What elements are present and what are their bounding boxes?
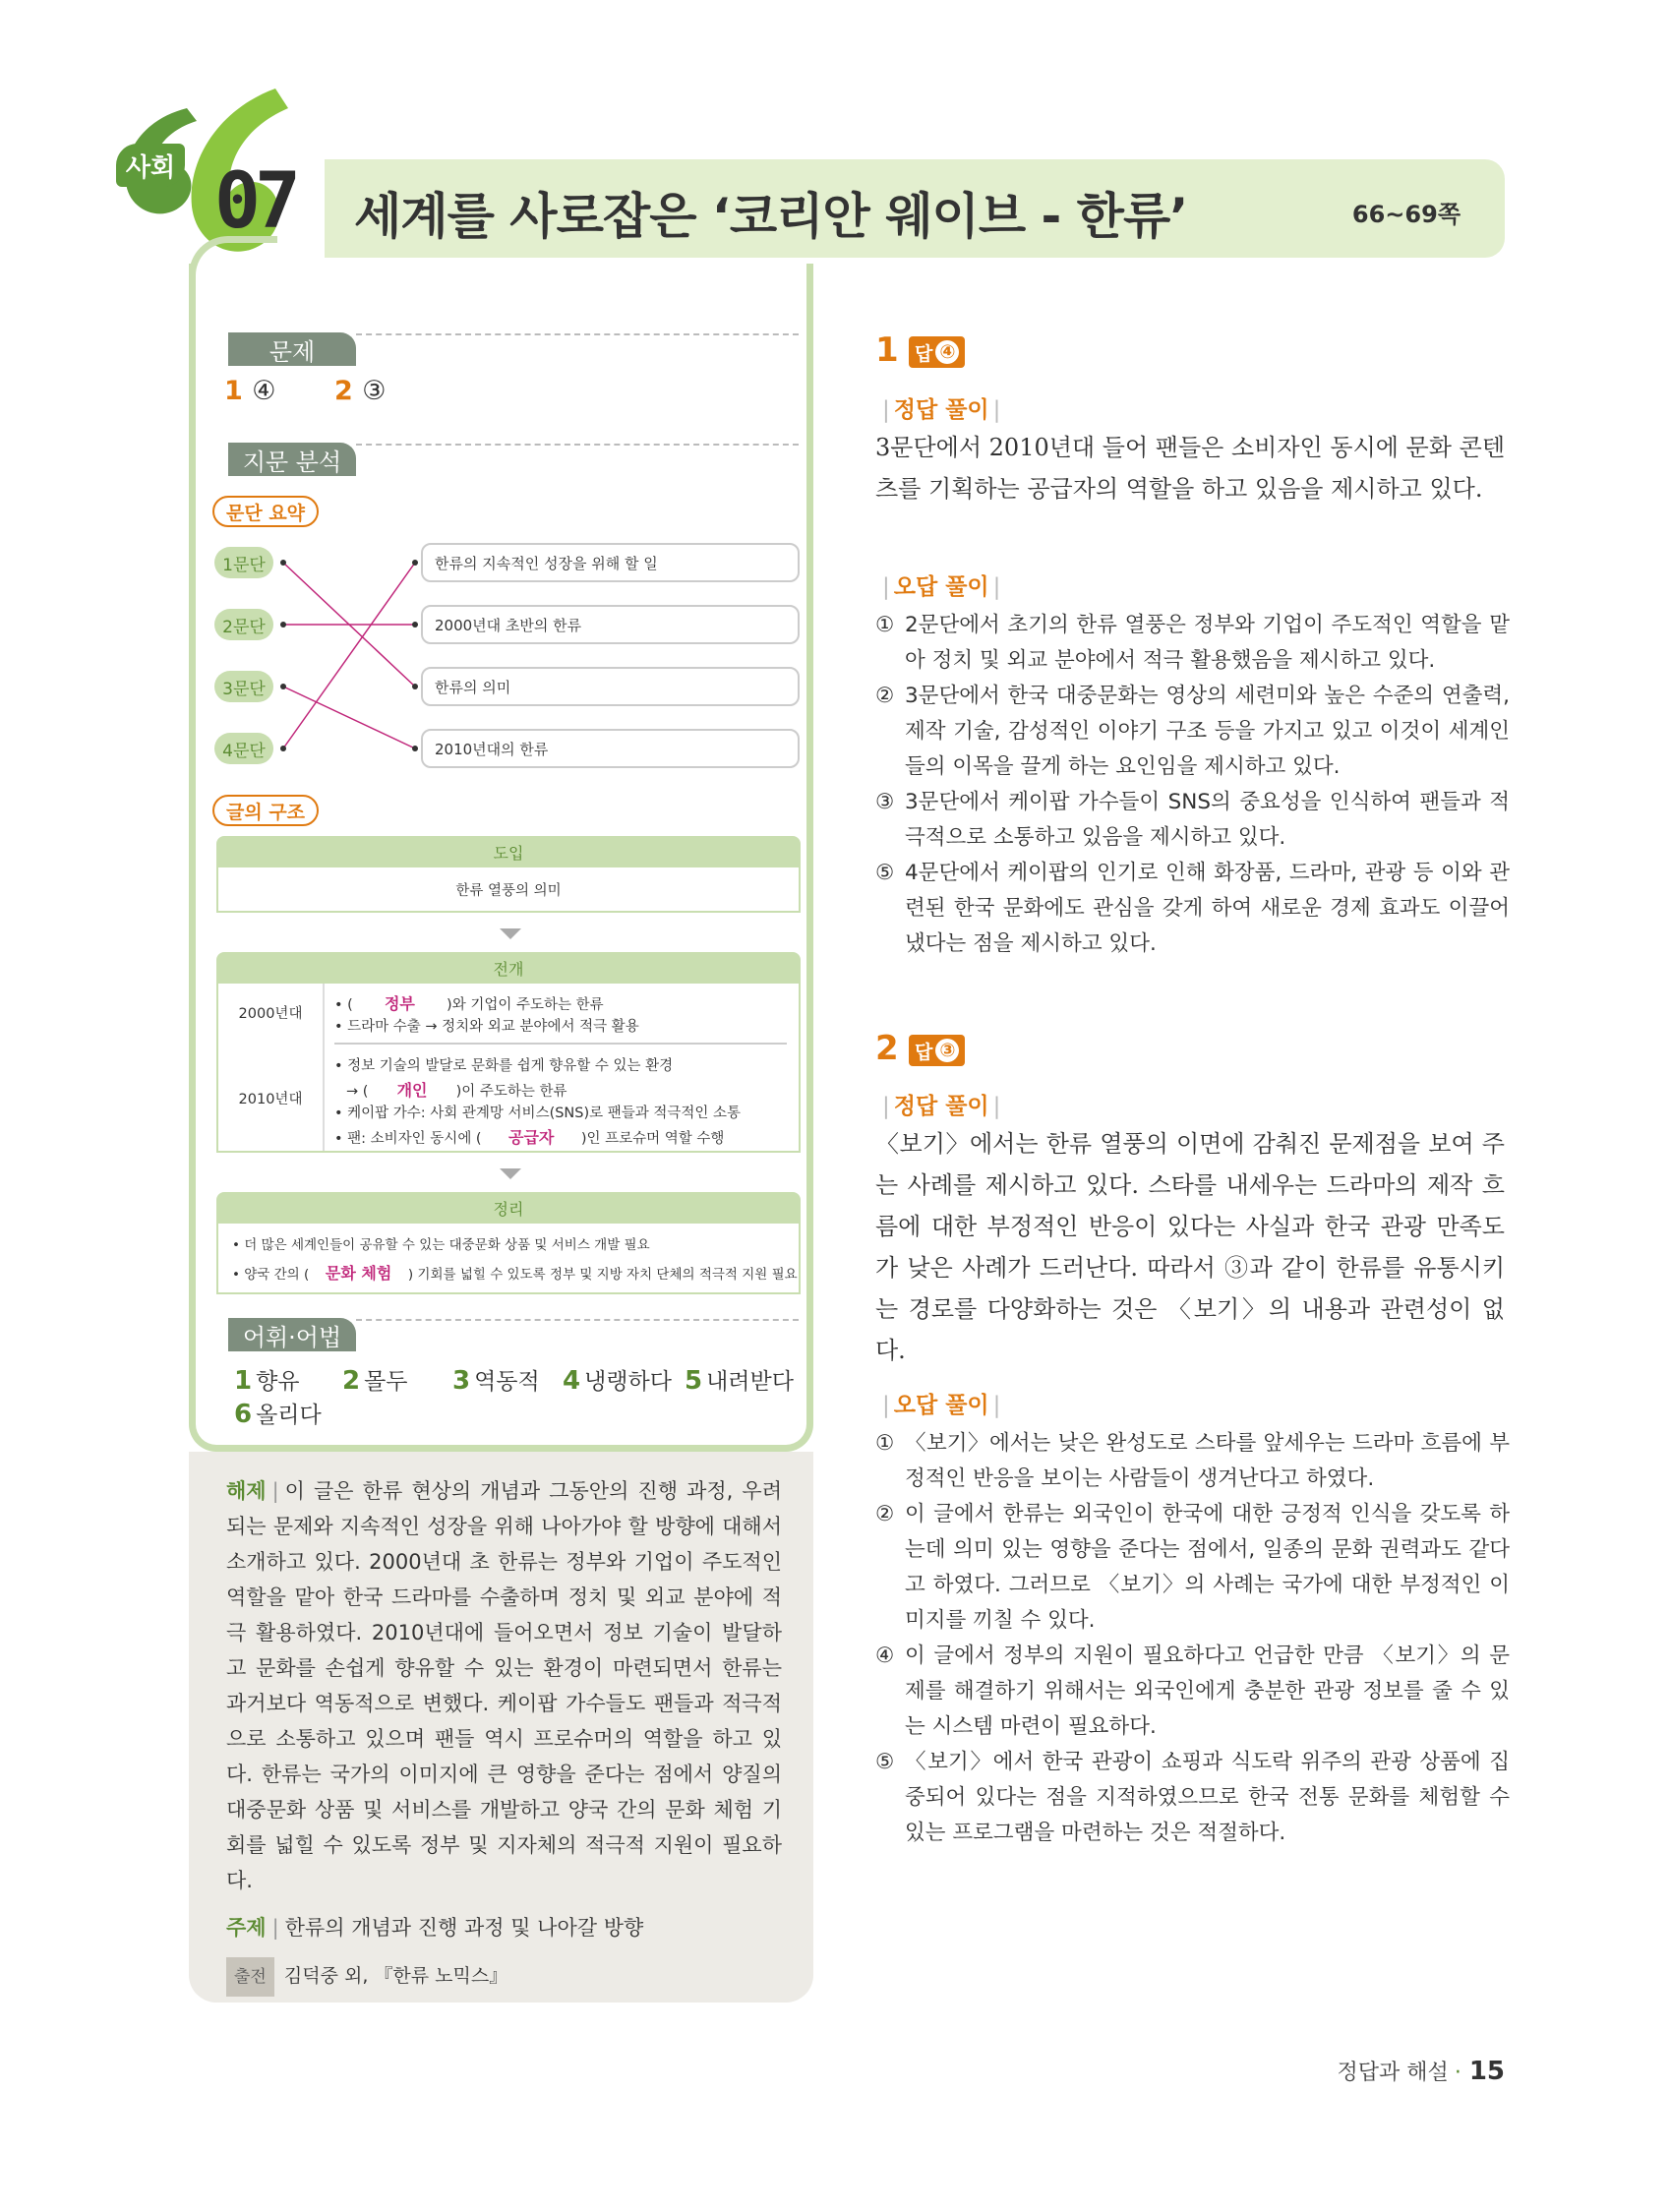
q2-number: 2: [875, 1029, 899, 1068]
q1-correct-text: 3문단에서 2010년대 들어 팬들은 소비자인 동시에 문화 콘텐츠를 기획하는 공급자의 역할을 하고 있음을 제시하고 있다.: [875, 434, 1505, 503]
page-footer: 정답과 해설 · 15: [1337, 2057, 1505, 2086]
dev-2010-line3: • 케이팝 가수: 사회 관계망 서비스(SNS)로 팬들과 적극적인 소통: [334, 1106, 742, 1121]
structure-pill: 글의 구조: [212, 795, 319, 826]
development-head: 전개: [216, 952, 801, 984]
dev-2000-line1: • ( 정부 )와 기업이 주도하는 한류: [334, 994, 604, 1013]
q1-option: ⑤ 4문단에서 케이팝의 인기로 인해 화장품, 드라마, 관광 등 이와 관련된 한국 문화에도 관심을 갖게 하여 새로운 경제 효과도 이끌어 냈다는 점을 제시하고 있다.: [875, 861, 1510, 956]
answer-1: 1 ④: [224, 376, 276, 406]
haeje-paragraph: 해제 | 이 글은 한류 현상의 개념과 그동안의 진행 과정, 우려되는 문제와 지속적인 성장을 위해 나아가야 할 방향에 대해서 소개하고 있다. 2000년대 초 한류는 정부와 기업이 주도적인 역할을 맡아 한국 드라마를 수출하며 정치 및 외교 분야에 적극 활용하였다. 2010년대에 들어오면서 정보 기술이 발달하고 문화를 손쉽게 향유할 수 있는 환경이 마련되면서 한류는 과거보다 역동적으로 변했다. 케이팝 가수들도 팬들과 적극적으로 소통하고 있으며 팬들 역시 프로슈머의 역할을 하고 있다. 한류는 국가의 이미지에 큰 영향을 준다는 점에서 양질의 대중문화 상품 및 서비스를 개발하고 양국 간의 문화 체험 기회를 넓힐 수 있도록 정부 및 지자체의 적극적 지원이 필요하다.: [226, 1479, 782, 1892]
q1-wrong-options: [875, 608, 1510, 962]
arrow-down-icon: [500, 928, 521, 939]
summary-connector-lines: [275, 541, 423, 767]
explanation-text: [226, 1473, 782, 1997]
intro-text: 한류 열풍의 의미: [455, 882, 562, 899]
wrapup-box: [216, 1224, 801, 1294]
q1-option: ② 3문단에서 한국 대중문화는 영상의 세련미와 높은 수준의 연출력, 제작 기술, 감성적인 이야기 구조 등을 가지고 있고 이것이 세계인들의 이목을 끌게 하는 요인임을 제시하고 있다.: [875, 684, 1510, 779]
source-paragraph: 출전 김덕중 외, 『한류 노믹스』: [226, 1957, 782, 1997]
dev-2010-label: 2010년대: [238, 1091, 303, 1107]
q2-correct-head: | 정답 풀이 |: [882, 1094, 1001, 1119]
summary-box-1: 한류의 지속적인 성장을 위해 할 일: [421, 543, 800, 582]
q1-option: ① 2문단에서 초기의 한류 열풍은 정부와 기업이 주도적인 역할을 맡아 정치 및 외교 분야에서 적극 활용했음을 제시하고 있다.: [875, 613, 1510, 673]
divider: [356, 333, 799, 335]
q2-wrong-options: [875, 1426, 1510, 1851]
vocab-3: 3 역동적: [452, 1366, 540, 1396]
summary-pill: 문단 요약: [212, 496, 319, 527]
summary-box-2: 2000년대 초반의 한류: [421, 605, 800, 644]
paragraph-4: 4문단: [214, 733, 273, 764]
dev-2010-line4: • 팬: 소비자인 동시에 ( 공급자 )인 프로슈머 역할 수행: [334, 1128, 725, 1147]
q2-option: ① 〈보기〉에서는 낮은 완성도로 스타를 앞세우는 드라마 흐름에 부정적인 반응을 보이는 사람들이 생겨난다고 하였다.: [875, 1431, 1510, 1491]
divider: [356, 1319, 799, 1321]
q2-option: ④ 이 글에서 정부의 지원이 필요하다고 언급한 만큼 〈보기〉의 문제를 해결하기 위해서는 외국인에게 충분한 관광 정보를 줄 수 있는 시스템 마련이 필요하다.: [875, 1644, 1510, 1739]
answer-2: 2 ③: [334, 376, 387, 406]
q2-option: ② 이 글에서 한류는 외국인이 한국에 대한 긍정적 인식을 갖도록 하는데 의미 있는 영향을 준다는 점에서, 일종의 문화 권력과도 같다고 하였다. 그러므로 〈보기〉의 사례는 국가에 대한 부정적인 이미지를 끼칠 수 있다.: [875, 1502, 1510, 1633]
wrapup-line2: • 양국 간의 ( 문화 체험 ) 기회를 넓힐 수 있도록 정부 및 지방 자치 단체의 적극적 지원 필요: [232, 1264, 798, 1283]
paragraph-3: 3문단: [214, 671, 273, 702]
q2-option: ⑤ 〈보기〉에서 한국 관광이 쇼핑과 식도락 위주의 관광 상품에 집중되어 있다는 점을 지적하였으므로 한국 전통 문화를 체험할 수 있는 프로그램을 마련하는 것은 적절하다.: [875, 1750, 1510, 1845]
vocab-1: 1 향유: [234, 1366, 300, 1396]
vocab-2: 2 몰두: [342, 1366, 408, 1396]
footer-label: 정답과 해설: [1337, 2061, 1449, 2085]
wrapup-line1: • 더 많은 세계인들이 공유할 수 있는 대중문화 상품 및 서비스 개발 필요: [232, 1237, 650, 1253]
wrapup-head: 정리: [216, 1192, 801, 1224]
q1-correct-head: | 정답 풀이 |: [882, 397, 1001, 423]
intro-head: 도입: [216, 836, 801, 867]
problem-tab: 문제: [228, 332, 356, 366]
lesson-number: 07: [214, 157, 295, 246]
title-bar: [325, 159, 1505, 258]
summary-box-3: 한류의 의미: [421, 667, 800, 706]
theme-paragraph: 주제 | 한류의 개념과 진행 과정 및 나아갈 방향: [226, 1916, 644, 1940]
q1-wrong-head: | 오답 풀이 |: [882, 574, 1001, 600]
q1-number: 1: [875, 330, 899, 370]
divider: [356, 444, 799, 446]
page-title: 세계를 사로잡은 ‘코리안 웨이브 - 한류’: [354, 188, 1188, 245]
arrow-down-icon: [500, 1168, 521, 1179]
q1-answer-badge: 답 ④: [909, 336, 965, 368]
development-box: [216, 984, 801, 1153]
vocab-tab: 어휘·어법: [228, 1318, 356, 1351]
paragraph-1: 1문단: [214, 547, 273, 578]
vocab-6: 6 올리다: [234, 1400, 322, 1429]
subject-badge: 사회: [116, 144, 185, 187]
q2-answer-badge: 답 ③: [909, 1035, 965, 1066]
q1-option: ③ 3문단에서 케이팝 가수들이 SNS의 중요성을 인식하여 팬들과 적극적으로 소통하고 있음을 제시하고 있다.: [875, 790, 1510, 850]
dev-2000-line2: • 드라마 수출 → 정치와 외교 분야에서 적극 활용: [334, 1019, 639, 1035]
summary-box-4: 2010년대의 한류: [421, 729, 800, 768]
q2-wrong-head: | 오답 풀이 |: [882, 1393, 1001, 1418]
dev-2010-line2: → ( 개인 )이 주도하는 한류: [346, 1081, 567, 1100]
intro-box: [216, 867, 801, 913]
dev-2000-label: 2000년대: [238, 1005, 303, 1022]
page-range: 66~69쪽: [1351, 201, 1461, 228]
page-number: 15: [1468, 2057, 1505, 2086]
analysis-tab: 지문 분석: [228, 443, 356, 476]
vocab-5: 5 내려받다: [685, 1366, 794, 1396]
vocab-4: 4 냉랭하다: [563, 1366, 672, 1396]
dev-2010-line1: • 정보 기술의 발달로 문화를 쉽게 향유할 수 있는 환경: [334, 1058, 674, 1074]
paragraph-2: 2문단: [214, 609, 273, 640]
q2-correct-text: 〈보기〉에서는 한류 열풍의 이면에 감춰진 문제점을 보여 주는 사례를 제시하고 있다. 스타를 내세우는 드라마의 제작 흐름에 대한 부정적인 반응이 있다는 사실과 한국 관광 만족도가 낮은 사례가 드러난다. 따라서 ③과 같이 한류를 유통시키는 경로를 다양화하는 것은 〈보기〉의 내용과 관련성이 없다.: [875, 1130, 1505, 1364]
